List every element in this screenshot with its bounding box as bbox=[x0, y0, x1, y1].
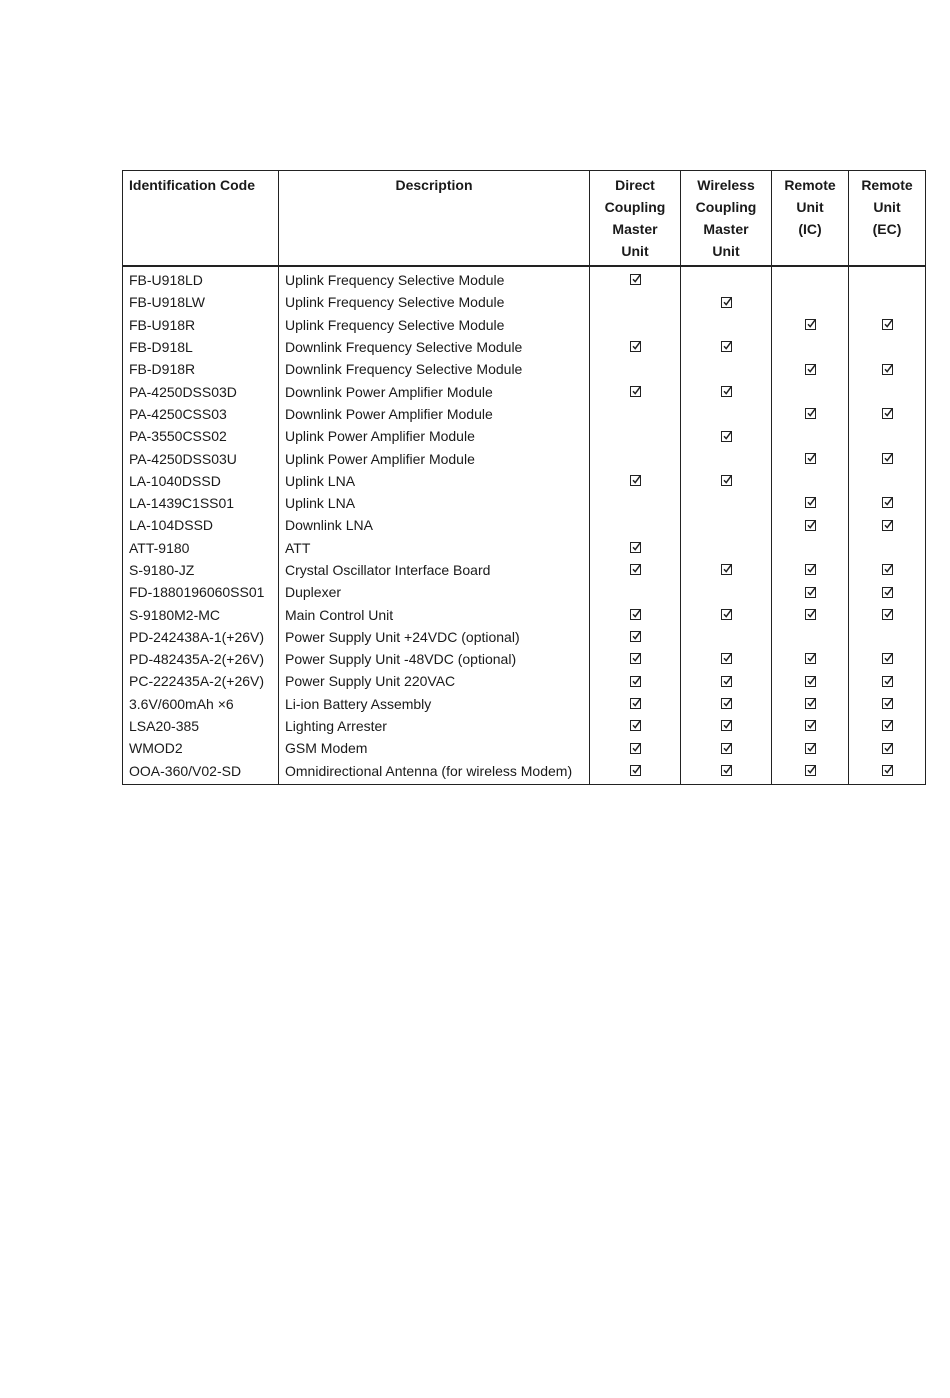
cell-description: Uplink Frequency Selective Module bbox=[279, 266, 590, 291]
checked-box-icon bbox=[882, 587, 893, 598]
cell-remote-ic-applicability bbox=[772, 447, 849, 469]
cell-wireless-applicability bbox=[681, 581, 772, 603]
cell-identification-code: PA-4250CSS03 bbox=[123, 403, 279, 425]
header-line: Unit bbox=[873, 199, 901, 215]
checked-box-icon bbox=[630, 720, 641, 731]
cell-wireless-applicability bbox=[681, 559, 772, 581]
table-row bbox=[123, 266, 926, 291]
cell-remote-ic-applicability bbox=[772, 492, 849, 514]
checked-box-icon bbox=[805, 408, 816, 419]
cell-remote-ic-applicability bbox=[772, 760, 849, 785]
checked-box-icon bbox=[721, 676, 732, 687]
cell-remote-ec-applicability bbox=[849, 559, 926, 581]
checked-box-icon bbox=[805, 698, 816, 709]
checked-box-icon bbox=[882, 408, 893, 419]
cell-identification-code: OOA-360/V02-SD bbox=[123, 760, 279, 785]
cell-remote-ic-applicability bbox=[772, 693, 849, 715]
cell-remote-ic-applicability bbox=[772, 470, 849, 492]
cell-wireless-applicability bbox=[681, 603, 772, 625]
cell-identification-code: S-9180-JZ bbox=[123, 559, 279, 581]
checked-box-icon bbox=[882, 743, 893, 754]
checked-box-icon bbox=[721, 297, 732, 308]
checked-box-icon bbox=[630, 765, 641, 776]
cell-description: Downlink LNA bbox=[279, 514, 590, 536]
header-line: Coupling bbox=[695, 199, 757, 215]
cell-description: Uplink Power Amplifier Module bbox=[279, 425, 590, 447]
cell-description: Downlink Frequency Selective Module bbox=[279, 358, 590, 380]
cell-wireless-applicability bbox=[681, 470, 772, 492]
cell-wireless-applicability bbox=[681, 760, 772, 785]
checked-box-icon bbox=[805, 609, 816, 620]
checked-box-icon bbox=[805, 743, 816, 754]
cell-identification-code: FB-U918R bbox=[123, 314, 279, 336]
checked-box-icon bbox=[630, 564, 641, 575]
cell-description: Main Control Unit bbox=[279, 603, 590, 625]
checked-box-icon bbox=[630, 341, 641, 352]
cell-identification-code: FB-D918R bbox=[123, 358, 279, 380]
checked-box-icon bbox=[805, 653, 816, 664]
table-row bbox=[123, 670, 926, 692]
cell-direct-applicability bbox=[590, 581, 681, 603]
checked-box-icon bbox=[882, 319, 893, 330]
checked-box-icon bbox=[882, 453, 893, 464]
cell-direct-applicability bbox=[590, 266, 681, 291]
cell-wireless-applicability bbox=[681, 537, 772, 559]
cell-direct-applicability bbox=[590, 403, 681, 425]
cell-wireless-applicability bbox=[681, 693, 772, 715]
cell-identification-code: FD-1880196060SS01 bbox=[123, 581, 279, 603]
table-row bbox=[123, 425, 926, 447]
cell-description: Power Supply Unit -48VDC (optional) bbox=[279, 648, 590, 670]
cell-direct-applicability bbox=[590, 626, 681, 648]
table-row bbox=[123, 581, 926, 603]
checked-box-icon bbox=[721, 386, 732, 397]
cell-remote-ic-applicability bbox=[772, 425, 849, 447]
cell-description: Lighting Arrester bbox=[279, 715, 590, 737]
cell-description: Omnidirectional Antenna (for wireless Modem) bbox=[279, 760, 590, 785]
header-identification-code: Identification Code bbox=[123, 171, 279, 267]
checked-box-icon bbox=[882, 765, 893, 776]
cell-direct-applicability bbox=[590, 648, 681, 670]
cell-direct-applicability bbox=[590, 314, 681, 336]
cell-description: Uplink Frequency Selective Module bbox=[279, 291, 590, 313]
cell-direct-applicability bbox=[590, 559, 681, 581]
cell-remote-ic-applicability bbox=[772, 403, 849, 425]
cell-remote-ic-applicability bbox=[772, 603, 849, 625]
cell-remote-ec-applicability bbox=[849, 425, 926, 447]
module-configuration-table bbox=[122, 170, 926, 785]
cell-wireless-applicability bbox=[681, 266, 772, 291]
table-row bbox=[123, 693, 926, 715]
cell-identification-code: LA-104DSSD bbox=[123, 514, 279, 536]
checked-box-icon bbox=[882, 609, 893, 620]
cell-description: Duplexer bbox=[279, 581, 590, 603]
checked-box-icon bbox=[630, 609, 641, 620]
cell-identification-code: PA-4250DSS03D bbox=[123, 380, 279, 402]
cell-remote-ic-applicability bbox=[772, 648, 849, 670]
table-row bbox=[123, 626, 926, 648]
cell-identification-code: WMOD2 bbox=[123, 737, 279, 759]
cell-remote-ec-applicability bbox=[849, 603, 926, 625]
cell-wireless-applicability bbox=[681, 380, 772, 402]
cell-description: Downlink Power Amplifier Module bbox=[279, 403, 590, 425]
cell-direct-applicability bbox=[590, 715, 681, 737]
cell-identification-code: ATT-9180 bbox=[123, 537, 279, 559]
cell-remote-ec-applicability bbox=[849, 581, 926, 603]
cell-description: Power Supply Unit +24VDC (optional) bbox=[279, 626, 590, 648]
cell-remote-ic-applicability bbox=[772, 626, 849, 648]
table-row bbox=[123, 648, 926, 670]
cell-remote-ic-applicability bbox=[772, 737, 849, 759]
checked-box-icon bbox=[805, 720, 816, 731]
cell-remote-ic-applicability bbox=[772, 559, 849, 581]
cell-direct-applicability bbox=[590, 380, 681, 402]
header-line: Direct bbox=[615, 177, 655, 193]
cell-wireless-applicability bbox=[681, 492, 772, 514]
cell-remote-ec-applicability bbox=[849, 358, 926, 380]
cell-wireless-applicability bbox=[681, 514, 772, 536]
cell-wireless-applicability bbox=[681, 447, 772, 469]
table-row bbox=[123, 447, 926, 469]
cell-direct-applicability bbox=[590, 537, 681, 559]
header-direct-coupling-master-unit bbox=[590, 171, 681, 267]
cell-remote-ec-applicability bbox=[849, 737, 926, 759]
cell-wireless-applicability bbox=[681, 648, 772, 670]
cell-identification-code: FB-U918LD bbox=[123, 266, 279, 291]
checked-box-icon bbox=[882, 564, 893, 575]
table-body bbox=[123, 266, 926, 784]
cell-direct-applicability bbox=[590, 737, 681, 759]
cell-remote-ec-applicability bbox=[849, 537, 926, 559]
cell-direct-applicability bbox=[590, 336, 681, 358]
cell-remote-ic-applicability bbox=[772, 670, 849, 692]
table-row bbox=[123, 715, 926, 737]
checked-box-icon bbox=[805, 765, 816, 776]
cell-direct-applicability bbox=[590, 514, 681, 536]
cell-remote-ec-applicability bbox=[849, 470, 926, 492]
cell-description: GSM Modem bbox=[279, 737, 590, 759]
checked-box-icon bbox=[721, 743, 732, 754]
checked-box-icon bbox=[721, 475, 732, 486]
checked-box-icon bbox=[805, 676, 816, 687]
cell-identification-code: PD-482435A-2(+26V) bbox=[123, 648, 279, 670]
cell-remote-ec-applicability bbox=[849, 514, 926, 536]
cell-identification-code: FB-U918LW bbox=[123, 291, 279, 313]
cell-description: ATT bbox=[279, 537, 590, 559]
cell-remote-ic-applicability bbox=[772, 715, 849, 737]
cell-direct-applicability bbox=[590, 492, 681, 514]
cell-remote-ic-applicability bbox=[772, 581, 849, 603]
header-remote-unit-ic bbox=[772, 171, 849, 267]
table-row bbox=[123, 492, 926, 514]
table-row bbox=[123, 537, 926, 559]
cell-remote-ec-applicability bbox=[849, 492, 926, 514]
cell-direct-applicability bbox=[590, 760, 681, 785]
cell-remote-ic-applicability bbox=[772, 266, 849, 291]
checked-box-icon bbox=[882, 364, 893, 375]
header-row bbox=[123, 171, 926, 267]
cell-remote-ic-applicability bbox=[772, 358, 849, 380]
checked-box-icon bbox=[805, 319, 816, 330]
checked-box-icon bbox=[805, 364, 816, 375]
cell-remote-ec-applicability bbox=[849, 670, 926, 692]
checked-box-icon bbox=[882, 676, 893, 687]
cell-direct-applicability bbox=[590, 291, 681, 313]
cell-description: Downlink Power Amplifier Module bbox=[279, 380, 590, 402]
cell-remote-ec-applicability bbox=[849, 380, 926, 402]
checked-box-icon bbox=[882, 497, 893, 508]
cell-remote-ic-applicability bbox=[772, 314, 849, 336]
cell-wireless-applicability bbox=[681, 403, 772, 425]
header-line: Master bbox=[703, 221, 749, 237]
checked-box-icon bbox=[721, 698, 732, 709]
checked-box-icon bbox=[882, 653, 893, 664]
cell-remote-ec-applicability bbox=[849, 266, 926, 291]
cell-description: Downlink Frequency Selective Module bbox=[279, 336, 590, 358]
header-line: (EC) bbox=[872, 221, 902, 237]
header-line: Remote bbox=[861, 177, 913, 193]
cell-identification-code: S-9180M2-MC bbox=[123, 603, 279, 625]
checked-box-icon bbox=[630, 542, 641, 553]
cell-identification-code: 3.6V/600mAh ×6 bbox=[123, 693, 279, 715]
cell-remote-ec-applicability bbox=[849, 715, 926, 737]
checked-box-icon bbox=[805, 453, 816, 464]
cell-description: Li-ion Battery Assembly bbox=[279, 693, 590, 715]
table-row bbox=[123, 559, 926, 581]
cell-direct-applicability bbox=[590, 470, 681, 492]
cell-remote-ic-applicability bbox=[772, 291, 849, 313]
cell-remote-ec-applicability bbox=[849, 314, 926, 336]
checked-box-icon bbox=[721, 720, 732, 731]
checked-box-icon bbox=[630, 475, 641, 486]
header-line: Unit bbox=[712, 243, 740, 259]
header-remote-unit-ec bbox=[849, 171, 926, 267]
table-row bbox=[123, 470, 926, 492]
checked-box-icon bbox=[721, 431, 732, 442]
cell-direct-applicability bbox=[590, 425, 681, 447]
cell-remote-ic-applicability bbox=[772, 380, 849, 402]
table-row bbox=[123, 380, 926, 402]
cell-remote-ec-applicability bbox=[849, 403, 926, 425]
cell-remote-ic-applicability bbox=[772, 537, 849, 559]
table-row bbox=[123, 314, 926, 336]
table-row bbox=[123, 760, 926, 785]
header-line: Coupling bbox=[604, 199, 666, 215]
table-row bbox=[123, 336, 926, 358]
cell-identification-code: LA-1439C1SS01 bbox=[123, 492, 279, 514]
cell-identification-code: PC-222435A-2(+26V) bbox=[123, 670, 279, 692]
table-row bbox=[123, 358, 926, 380]
checked-box-icon bbox=[630, 698, 641, 709]
table-row bbox=[123, 603, 926, 625]
cell-description: Uplink LNA bbox=[279, 492, 590, 514]
cell-remote-ec-applicability bbox=[849, 447, 926, 469]
cell-description: Crystal Oscillator Interface Board bbox=[279, 559, 590, 581]
checked-box-icon bbox=[882, 520, 893, 531]
checked-box-icon bbox=[882, 698, 893, 709]
cell-identification-code: PD-242438A-1(+26V) bbox=[123, 626, 279, 648]
header-line: Wireless bbox=[697, 177, 755, 193]
checked-box-icon bbox=[805, 497, 816, 508]
header-line: Remote bbox=[784, 177, 836, 193]
cell-remote-ec-applicability bbox=[849, 291, 926, 313]
cell-identification-code: LA-1040DSSD bbox=[123, 470, 279, 492]
cell-direct-applicability bbox=[590, 670, 681, 692]
checked-box-icon bbox=[630, 653, 641, 664]
table-row bbox=[123, 514, 926, 536]
cell-wireless-applicability bbox=[681, 425, 772, 447]
checked-box-icon bbox=[721, 609, 732, 620]
cell-wireless-applicability bbox=[681, 670, 772, 692]
cell-remote-ec-applicability bbox=[849, 760, 926, 785]
cell-description: Uplink LNA bbox=[279, 470, 590, 492]
cell-identification-code: PA-4250DSS03U bbox=[123, 447, 279, 469]
table-row bbox=[123, 291, 926, 313]
cell-description: Uplink Frequency Selective Module bbox=[279, 314, 590, 336]
checked-box-icon bbox=[721, 564, 732, 575]
cell-direct-applicability bbox=[590, 447, 681, 469]
checked-box-icon bbox=[630, 274, 641, 285]
cell-description: Power Supply Unit 220VAC bbox=[279, 670, 590, 692]
table-header bbox=[123, 171, 926, 267]
header-line: Unit bbox=[796, 199, 824, 215]
checked-box-icon bbox=[882, 720, 893, 731]
header-description: Description bbox=[279, 171, 590, 267]
cell-remote-ec-applicability bbox=[849, 626, 926, 648]
cell-remote-ec-applicability bbox=[849, 693, 926, 715]
cell-remote-ec-applicability bbox=[849, 336, 926, 358]
table-row bbox=[123, 403, 926, 425]
cell-identification-code: FB-D918L bbox=[123, 336, 279, 358]
cell-wireless-applicability bbox=[681, 358, 772, 380]
cell-identification-code: PA-3550CSS02 bbox=[123, 425, 279, 447]
header-line: Master bbox=[612, 221, 658, 237]
checked-box-icon bbox=[721, 765, 732, 776]
cell-wireless-applicability bbox=[681, 291, 772, 313]
checked-box-icon bbox=[630, 631, 641, 642]
header-wireless-coupling-master-unit bbox=[681, 171, 772, 267]
cell-description: Uplink Power Amplifier Module bbox=[279, 447, 590, 469]
cell-remote-ec-applicability bbox=[849, 648, 926, 670]
checked-box-icon bbox=[630, 676, 641, 687]
cell-wireless-applicability bbox=[681, 626, 772, 648]
checked-box-icon bbox=[630, 386, 641, 397]
header-line: Unit bbox=[621, 243, 649, 259]
cell-direct-applicability bbox=[590, 358, 681, 380]
checked-box-icon bbox=[721, 341, 732, 352]
cell-wireless-applicability bbox=[681, 336, 772, 358]
cell-direct-applicability bbox=[590, 603, 681, 625]
table-row bbox=[123, 737, 926, 759]
checked-box-icon bbox=[721, 653, 732, 664]
cell-remote-ic-applicability bbox=[772, 514, 849, 536]
header-line: (IC) bbox=[798, 221, 822, 237]
cell-identification-code: LSA20-385 bbox=[123, 715, 279, 737]
checked-box-icon bbox=[805, 564, 816, 575]
checked-box-icon bbox=[630, 743, 641, 754]
cell-wireless-applicability bbox=[681, 314, 772, 336]
checked-box-icon bbox=[805, 520, 816, 531]
checked-box-icon bbox=[805, 587, 816, 598]
cell-direct-applicability bbox=[590, 693, 681, 715]
cell-remote-ic-applicability bbox=[772, 336, 849, 358]
cell-wireless-applicability bbox=[681, 715, 772, 737]
cell-wireless-applicability bbox=[681, 737, 772, 759]
